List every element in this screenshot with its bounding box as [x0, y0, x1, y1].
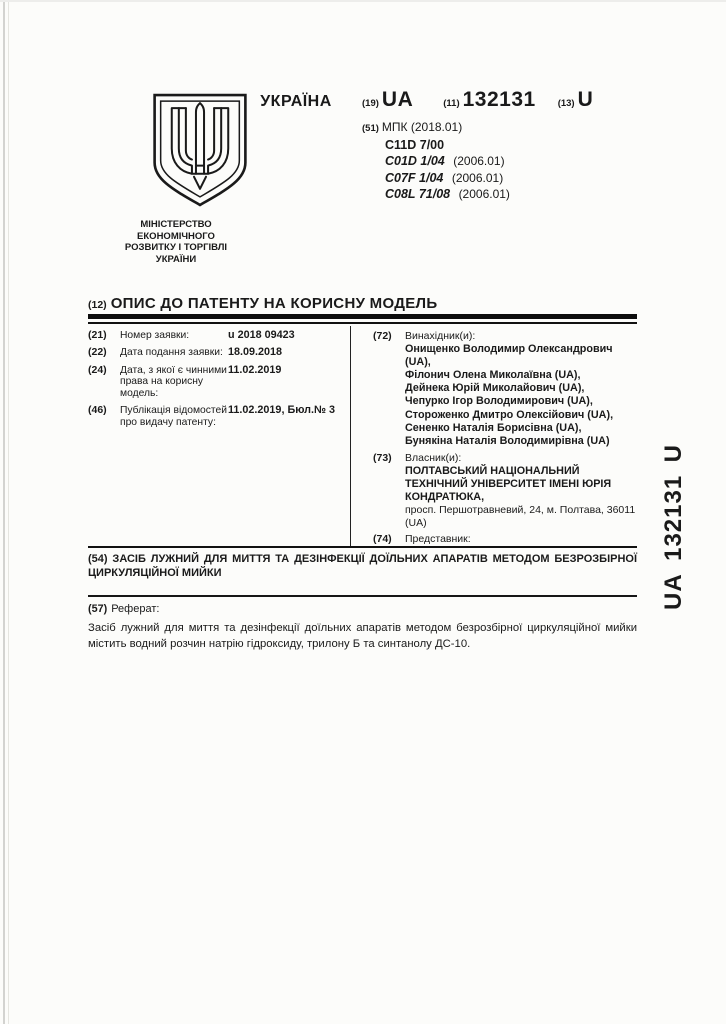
inventor-name: Стороженко Дмитро Олексійович (UA),: [405, 408, 614, 421]
pub-number-label: (11): [443, 98, 460, 109]
ministry-name: [109, 219, 243, 265]
field-value: 11.02.2019, Бюл.№ 3: [228, 404, 336, 417]
inventors-list: [373, 343, 636, 449]
abstract-heading: [88, 603, 159, 616]
doc-type-text: ОПИС ДО ПАТЕНТУ НА КОРИСНУ МОДЕЛЬ: [110, 295, 438, 312]
field-label: Публікація відомостей про видачу патенту:: [120, 405, 228, 429]
divider-line: [88, 595, 637, 597]
invention-title: [88, 552, 637, 580]
coat-of-arms-icon: [146, 92, 254, 209]
biblio-left-column: [88, 326, 350, 546]
abstract-text: Засіб лужний для миття та дезінфекції доїльних апаратів методом безрозбірної циркуляційної мийки містить водний розчин натрію гідроксиду, трилону Б та синтанолу ДС-10.: [88, 622, 637, 650]
invention-title-text: ЗАСІБ ЛУЖНИЙ ДЛЯ МИТТЯ ТА ДЕЗІНФЕКЦІЇ ДОЇЛЬНИХ АПАРАТІВ МЕТОДОМ БЕЗРОЗБІРНОЇ ЦИРКУЛЯЦІЙНОЇ МИЙКИ: [88, 553, 637, 579]
ipc-entry: [362, 170, 510, 187]
field-label: Власник(и):: [405, 452, 462, 465]
biblio-right-column: [351, 326, 637, 546]
vertical-id-number: 132131: [660, 474, 687, 561]
ipc-section: [362, 120, 510, 203]
publication-id-row: [362, 88, 593, 112]
ministry-line: ЕКОНОМІЧНОГО: [137, 230, 215, 242]
field-label: Представник:: [405, 533, 471, 546]
biblio-table: [88, 326, 637, 548]
doc-type-code: (12): [88, 299, 107, 311]
scan-edge-line: [8, 0, 9, 1024]
invention-title-code: (54): [88, 553, 108, 565]
ipc-entry-code: C07F 1/04: [385, 170, 444, 185]
pub-country-code: UA: [381, 88, 414, 111]
biblio-row: [88, 330, 350, 342]
ipc-entry-code: C01D 1/04: [385, 154, 445, 168]
ministry-line: УКРАЇНИ: [155, 253, 197, 265]
field-code: (21): [88, 329, 107, 341]
field-code: (73): [373, 452, 392, 465]
owner-name: ПОЛТАВСЬКИЙ НАЦІОНАЛЬНИЙ ТЕХНІЧНИЙ УНІВЕРСИТЕТ ІМЕНІ ЮРІЯ КОНДРАТЮКА,: [405, 464, 612, 504]
abstract-label: Реферат:: [111, 603, 160, 615]
ministry-line: МІНІСТЕРСТВО: [140, 219, 212, 230]
country-name: УКРАЇНА: [260, 93, 332, 110]
doc-type-title: [88, 295, 437, 312]
field-value: u 2018 09423: [228, 329, 295, 341]
field-value: 11.02.2019: [228, 363, 282, 376]
owner-section: [373, 452, 637, 529]
field-value: 18.09.2018: [228, 346, 283, 359]
vertical-patent-id: [659, 444, 689, 610]
divider-thick: [88, 314, 637, 319]
field-code: (24): [88, 363, 107, 376]
ipc-entry-year: (2006.01): [453, 154, 505, 168]
field-label: Номер заявки:: [120, 330, 190, 341]
ipc-code-label: (51): [362, 123, 379, 134]
representative-section: [373, 533, 637, 548]
ipc-entry-year: (2006.01): [451, 170, 504, 185]
inventor-name: Онищенко Володимир Олександрович (UA),: [405, 342, 613, 368]
ipc-entry-year: (2006.01): [458, 187, 510, 201]
biblio-row: [88, 347, 350, 359]
ipc-entry: [362, 186, 510, 203]
field-code: (46): [88, 404, 107, 417]
field-label: Винахідник(и):: [405, 330, 476, 342]
field-code: (72): [373, 330, 392, 342]
ipc-entry-code: C08L 71/08: [385, 187, 451, 201]
ipc-heading: МПК (2018.01): [381, 120, 463, 134]
inventor-name: Філонич Олена Миколаївна (UA),: [405, 368, 581, 381]
scan-edge-line: [3, 0, 5, 1024]
vertical-id-country: UA: [660, 573, 687, 610]
owner-address: просп. Першотравневий, 24, м. Полтава, 36011 (UA): [405, 504, 636, 529]
pub-number: 132131: [462, 88, 536, 111]
inventor-name: Сененко Наталія Борисівна (UA),: [405, 421, 582, 434]
inventor-name: Чепурко Ігор Володимирович (UA),: [405, 395, 593, 408]
ministry-line: РОЗВИТКУ І ТОРГІВЛІ: [124, 242, 228, 253]
inventor-name: Бунякіна Наталія Володимирівна (UA): [405, 434, 610, 447]
pub-kind-label: (13): [557, 98, 575, 109]
inventors-section: [373, 330, 637, 448]
biblio-row: [88, 405, 350, 429]
field-label: Дата, з якої є чинними права на корисну модель:: [120, 364, 227, 400]
field-label: Дата подання заявки:: [120, 347, 223, 359]
pub-kind-code: U: [577, 88, 594, 111]
field-code: (74): [373, 533, 392, 546]
representative-name: [405, 546, 636, 548]
abstract-code: (57): [88, 603, 108, 615]
field-code: (22): [88, 346, 107, 359]
ipc-entry: [362, 153, 510, 170]
scan-edge-line: [0, 0, 726, 2]
divider-thin: [88, 322, 637, 324]
biblio-row: [88, 365, 350, 400]
ipc-entry-code: C11D 7/00: [385, 137, 445, 152]
vertical-id-kind: U: [660, 444, 687, 463]
ipc-entry: [362, 137, 510, 154]
inventor-name: Дейнека Юрій Миколайович (UA),: [405, 382, 585, 395]
pub-country-code-label: (19): [362, 98, 379, 109]
